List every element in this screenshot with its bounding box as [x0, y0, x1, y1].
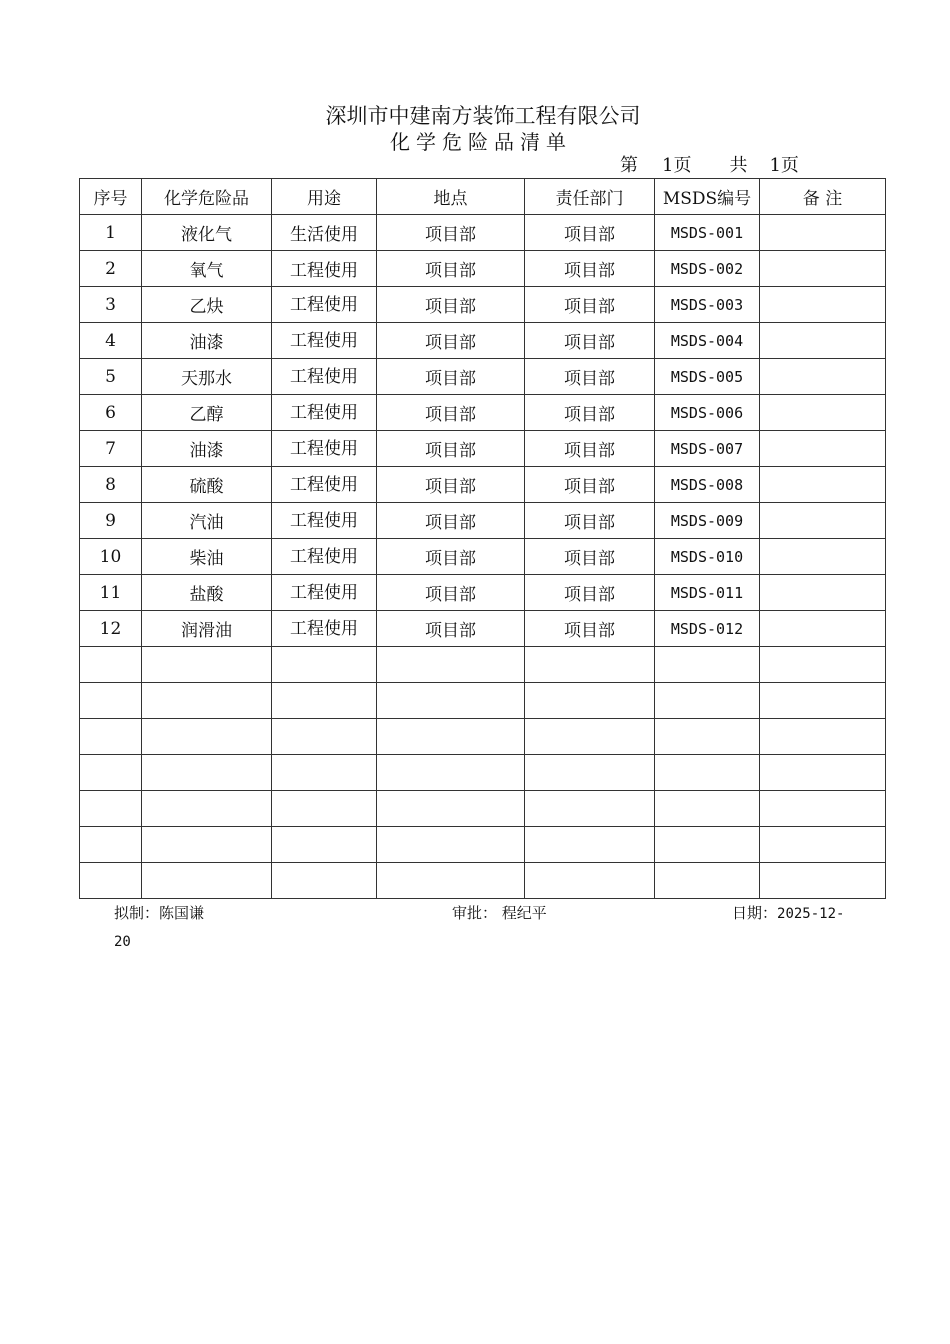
- empty-cell: [760, 863, 886, 899]
- table-row: [80, 503, 886, 539]
- cell-dept: 项目部: [525, 467, 655, 503]
- empty-cell: [142, 683, 272, 719]
- empty-cell: [272, 827, 377, 863]
- cell-msds: MSDS-007: [655, 431, 760, 467]
- cell-location: 项目部: [377, 395, 525, 431]
- cell-location: 项目部: [377, 323, 525, 359]
- table-row: [80, 251, 886, 287]
- cell-chemical: 液化气: [142, 215, 272, 251]
- empty-table-row: [80, 647, 886, 683]
- empty-cell: [525, 647, 655, 683]
- table-row: [80, 287, 886, 323]
- empty-cell: [142, 863, 272, 899]
- empty-cell: [655, 827, 760, 863]
- empty-cell: [377, 863, 525, 899]
- empty-table-row: [80, 863, 886, 899]
- page-indicator: [620, 153, 799, 179]
- cell-remark: [760, 287, 886, 323]
- cell-location: 项目部: [377, 359, 525, 395]
- empty-cell: [272, 683, 377, 719]
- empty-cell: [80, 719, 142, 755]
- col-header-chemical: 化学危险品: [142, 179, 272, 215]
- cell-msds: MSDS-011: [655, 575, 760, 611]
- page-label-ye: 页: [673, 155, 692, 176]
- empty-cell: [272, 755, 377, 791]
- date-value-part1: 2025-12-: [777, 906, 845, 922]
- col-header-remark: 备 注: [760, 179, 886, 215]
- cell-use: 工程使用: [272, 359, 377, 395]
- empty-cell: [377, 719, 525, 755]
- cell-remark: [760, 539, 886, 575]
- cell-use: 工程使用: [272, 431, 377, 467]
- empty-table-row: [80, 719, 886, 755]
- empty-cell: [377, 827, 525, 863]
- cell-chemical: 氧气: [142, 251, 272, 287]
- cell-dept: 项目部: [525, 215, 655, 251]
- cell-no: 3: [80, 287, 142, 323]
- cell-chemical: 油漆: [142, 323, 272, 359]
- table-row: [80, 575, 886, 611]
- cell-chemical: 盐酸: [142, 575, 272, 611]
- cell-location: 项目部: [377, 503, 525, 539]
- cell-remark: [760, 503, 886, 539]
- col-header-dept: 责任部门: [525, 179, 655, 215]
- cell-use: 生活使用: [272, 215, 377, 251]
- cell-msds: MSDS-012: [655, 611, 760, 647]
- empty-cell: [655, 755, 760, 791]
- empty-cell: [655, 719, 760, 755]
- cell-use: 工程使用: [272, 575, 377, 611]
- cell-msds: MSDS-010: [655, 539, 760, 575]
- empty-cell: [760, 647, 886, 683]
- empty-table-row: [80, 683, 886, 719]
- empty-cell: [655, 791, 760, 827]
- empty-cell: [272, 863, 377, 899]
- col-header-location: 地点: [377, 179, 525, 215]
- cell-no: 10: [80, 539, 142, 575]
- cell-location: 项目部: [377, 287, 525, 323]
- approver-label: 审批：: [452, 904, 498, 922]
- cell-no: 1: [80, 215, 142, 251]
- cell-msds: MSDS-001: [655, 215, 760, 251]
- empty-cell: [142, 647, 272, 683]
- cell-remark: [760, 575, 886, 611]
- cell-chemical: 柴油: [142, 539, 272, 575]
- empty-cell: [142, 827, 272, 863]
- empty-table-row: [80, 827, 886, 863]
- cell-use: 工程使用: [272, 251, 377, 287]
- date: [732, 903, 844, 924]
- cell-no: 4: [80, 323, 142, 359]
- page-total: 1: [769, 155, 781, 176]
- cell-msds: MSDS-009: [655, 503, 760, 539]
- empty-cell: [525, 683, 655, 719]
- empty-cell: [142, 791, 272, 827]
- cell-msds: MSDS-005: [655, 359, 760, 395]
- empty-cell: [655, 647, 760, 683]
- approver-name: 程纪平: [501, 904, 547, 922]
- cell-location: 项目部: [377, 575, 525, 611]
- document-title: 化学危险品清单: [390, 130, 572, 154]
- page-label-ye2: 页: [780, 155, 799, 176]
- cell-no: 2: [80, 251, 142, 287]
- cell-msds: MSDS-006: [655, 395, 760, 431]
- cell-use: 工程使用: [272, 323, 377, 359]
- table-row: [80, 359, 886, 395]
- empty-cell: [80, 755, 142, 791]
- empty-cell: [525, 755, 655, 791]
- table-row: [80, 215, 886, 251]
- empty-cell: [760, 791, 886, 827]
- cell-dept: 项目部: [525, 395, 655, 431]
- empty-cell: [80, 827, 142, 863]
- empty-cell: [272, 719, 377, 755]
- table-row: [80, 323, 886, 359]
- cell-chemical: 润滑油: [142, 611, 272, 647]
- cell-no: 5: [80, 359, 142, 395]
- cell-chemical: 乙炔: [142, 287, 272, 323]
- cell-remark: [760, 323, 886, 359]
- date-value-part2: 20: [114, 934, 131, 950]
- cell-location: 项目部: [377, 215, 525, 251]
- empty-cell: [377, 647, 525, 683]
- page-current: 1: [662, 155, 674, 176]
- cell-chemical: 硫酸: [142, 467, 272, 503]
- cell-use: 工程使用: [272, 539, 377, 575]
- cell-dept: 项目部: [525, 359, 655, 395]
- cell-location: 项目部: [377, 467, 525, 503]
- table-row: [80, 395, 886, 431]
- empty-cell: [142, 755, 272, 791]
- table-row: [80, 539, 886, 575]
- drafter: [114, 903, 204, 923]
- empty-cell: [760, 827, 886, 863]
- col-header-use: 用途: [272, 179, 377, 215]
- empty-cell: [377, 683, 525, 719]
- table-body: [80, 215, 886, 899]
- cell-no: 11: [80, 575, 142, 611]
- cell-remark: [760, 215, 886, 251]
- empty-cell: [142, 719, 272, 755]
- cell-use: 工程使用: [272, 503, 377, 539]
- empty-cell: [525, 719, 655, 755]
- cell-chemical: 乙醇: [142, 395, 272, 431]
- table-row: [80, 467, 886, 503]
- cell-use: 工程使用: [272, 395, 377, 431]
- table-header-row: [80, 179, 886, 215]
- cell-chemical: 油漆: [142, 431, 272, 467]
- empty-cell: [80, 791, 142, 827]
- cell-dept: 项目部: [525, 611, 655, 647]
- empty-cell: [80, 647, 142, 683]
- cell-remark: [760, 359, 886, 395]
- cell-chemical: 天那水: [142, 359, 272, 395]
- col-header-no: 序号: [80, 179, 142, 215]
- empty-cell: [525, 791, 655, 827]
- cell-dept: 项目部: [525, 575, 655, 611]
- table-row: [80, 431, 886, 467]
- cell-msds: MSDS-002: [655, 251, 760, 287]
- cell-location: 项目部: [377, 539, 525, 575]
- cell-remark: [760, 611, 886, 647]
- empty-cell: [760, 755, 886, 791]
- cell-msds: MSDS-008: [655, 467, 760, 503]
- empty-cell: [80, 683, 142, 719]
- page-label-gong: 共: [729, 155, 748, 176]
- cell-remark: [760, 251, 886, 287]
- empty-table-row: [80, 755, 886, 791]
- cell-no: 12: [80, 611, 142, 647]
- cell-remark: [760, 431, 886, 467]
- cell-dept: 项目部: [525, 251, 655, 287]
- empty-cell: [377, 755, 525, 791]
- empty-table-row: [80, 791, 886, 827]
- empty-cell: [272, 791, 377, 827]
- empty-cell: [760, 683, 886, 719]
- empty-cell: [525, 863, 655, 899]
- cell-remark: [760, 395, 886, 431]
- cell-location: 项目部: [377, 251, 525, 287]
- cell-no: 9: [80, 503, 142, 539]
- cell-use: 工程使用: [272, 467, 377, 503]
- empty-cell: [760, 719, 886, 755]
- empty-cell: [525, 827, 655, 863]
- cell-no: 7: [80, 431, 142, 467]
- empty-cell: [655, 863, 760, 899]
- page-label-di: 第: [620, 155, 638, 176]
- chemical-inventory-table: [79, 178, 886, 899]
- cell-dept: 项目部: [525, 323, 655, 359]
- cell-msds: MSDS-003: [655, 287, 760, 323]
- date-label: 日期：: [732, 904, 778, 922]
- approver: [452, 903, 547, 923]
- cell-use: 工程使用: [272, 611, 377, 647]
- cell-no: 6: [80, 395, 142, 431]
- empty-cell: [655, 683, 760, 719]
- col-header-msds: MSDS编号: [655, 179, 760, 215]
- cell-location: 项目部: [377, 611, 525, 647]
- cell-chemical: 汽油: [142, 503, 272, 539]
- cell-no: 8: [80, 467, 142, 503]
- cell-dept: 项目部: [525, 431, 655, 467]
- company-name: 深圳市中建南方装饰工程有限公司: [325, 104, 641, 128]
- cell-dept: 项目部: [525, 503, 655, 539]
- empty-cell: [377, 791, 525, 827]
- cell-location: 项目部: [377, 431, 525, 467]
- cell-msds: MSDS-004: [655, 323, 760, 359]
- cell-dept: 项目部: [525, 287, 655, 323]
- drafter-name: 陈国谦: [159, 904, 205, 922]
- empty-cell: [272, 647, 377, 683]
- cell-remark: [760, 467, 886, 503]
- empty-cell: [80, 863, 142, 899]
- drafter-label: 拟制：: [114, 904, 160, 922]
- cell-use: 工程使用: [272, 287, 377, 323]
- table-row: [80, 611, 886, 647]
- cell-dept: 项目部: [525, 539, 655, 575]
